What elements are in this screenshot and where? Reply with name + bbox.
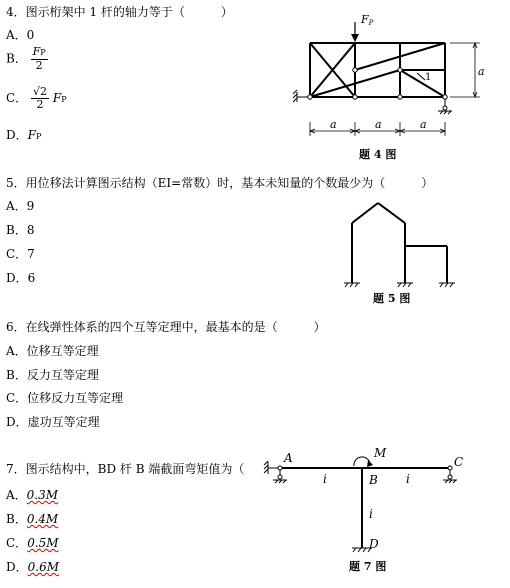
q7-caption: 题 7 图 (349, 560, 387, 573)
q4-dim-bottom-1: a (330, 118, 337, 131)
q7-option-b-value: 0.4M (26, 512, 59, 526)
q4-option-a[interactable] (6, 26, 34, 43)
q5-option-b[interactable]: B．8 (6, 223, 35, 237)
q7-option-d[interactable]: D．0.6M (6, 560, 59, 574)
q4-stem: 4．图示桁架中 1 杆的轴力等于（ ） (6, 5, 233, 19)
q4-load-label: FP (361, 13, 374, 27)
q7-stiffness-left: i (323, 472, 327, 486)
q4-right-support (438, 99, 452, 114)
q7-option-b[interactable]: B．0.4M (6, 512, 59, 526)
q5-option-a[interactable]: A．9 (6, 199, 35, 213)
q5-option-c[interactable]: C．7 (6, 247, 35, 261)
q5-frame-figure (340, 198, 460, 308)
q6-option-a[interactable]: A．位移互等定理 (6, 344, 99, 358)
q7-stem: 7．图示结构中，BD 杆 B 端截面弯矩值为（ (6, 462, 245, 476)
q4-option-a-label: A． (6, 28, 27, 42)
q4-dim-bottom-3: a (420, 118, 427, 131)
q7-option-a-value: 0.3M (26, 488, 59, 502)
q5-option-d[interactable]: D．6 (6, 271, 36, 285)
q4-option-b-label: B． (6, 51, 27, 66)
q5-caption: 题 5 图 (373, 292, 411, 305)
q7-option-a[interactable]: A．0.3M (6, 488, 59, 502)
q4-option-c-fraction: $\frac{√2}{2}$ (33, 85, 48, 111)
q4-option-b-fraction: $\frac{FP}{2}$ (32, 45, 46, 72)
q7-option-c[interactable]: C．0.5M (6, 536, 59, 550)
q5-stem: 5．用位移法计算图示结构（EI=常数）时，基本未知量的个数最少为（ ） (6, 176, 434, 190)
q7-label-c: C (454, 455, 464, 469)
q6-option-b[interactable]: B．反力互等定理 (6, 368, 99, 382)
q7-option-c-value: 0.5M (27, 536, 59, 550)
q6-option-d[interactable]: D．虚功互等定理 (6, 415, 100, 429)
q4-dim-side: a (478, 65, 485, 78)
q6-option-c[interactable]: C．位移反力互等定理 (6, 391, 124, 405)
q7-stiffness-down: i (369, 507, 373, 521)
q4-option-d-label: D． (6, 128, 28, 142)
q6-stem: 6．在线弹性体系的四个互等定理中，最基本的是（ ） (6, 320, 326, 334)
q4-option-a-text: 0 (26, 28, 35, 42)
q7-label-b: B (369, 473, 378, 487)
q4-member-label: 1 (425, 72, 432, 83)
q7-label-m: M (374, 446, 387, 460)
q4-dim-bottom-2: a (375, 118, 382, 131)
q4-truss-figure (285, 10, 495, 170)
q7-label-d: D (369, 537, 379, 551)
q4-left-support (293, 90, 308, 102)
q4-option-c-label: C． (6, 91, 28, 105)
q4-option-d[interactable]: D．FP (6, 128, 42, 142)
q7-label-a: A (284, 451, 293, 465)
q7-stiffness-right: i (406, 472, 410, 486)
q4-caption: 题 4 图 (359, 148, 397, 161)
q7-option-d-value: 0.6M (27, 560, 59, 574)
q7-frame-figure (258, 448, 478, 583)
q4-option-c[interactable]: C． $\frac{√2}{2}$ FP (6, 85, 67, 111)
q4-option-b[interactable] (6, 46, 48, 72)
